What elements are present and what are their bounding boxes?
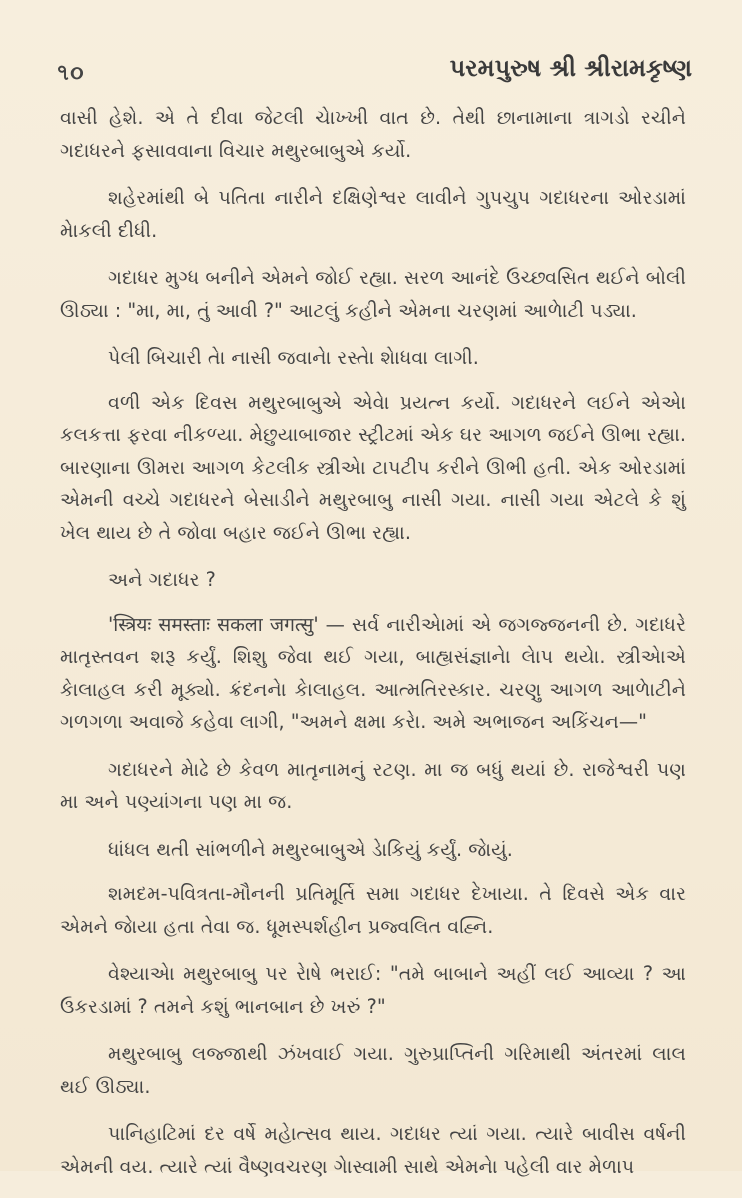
paragraph: વાસી હેશે. એ તે દીવા જેટલી ચેાખ્ખી વાત છે. તેથી છાનામાના ત્રાગડો રચીને ગદાધરને ફસાવવાના વિચાર મથુરબાબુએ કર્યો.: [60, 106, 686, 162]
paragraph: ધાંધલ થતી સાંભળીને મથુરબાબુએ ડેાકિયું કર્યું. જેાયું.: [108, 837, 513, 861]
paragraph: અને ગદાધર ?: [108, 568, 216, 591]
page-header: [50, 52, 692, 92]
page-number: ৭૦: [56, 61, 84, 86]
paragraph: શહેરમાંથી બે પતિતા નારીને દક્ષિણેશ્વર લાવીને ગુપચુપ ગદાધરના ઓરડામાં મેાકલી દીધી.: [60, 186, 686, 242]
running-title: પરમપુરુષ શ્રી શ્રીરામકૃષ્ણ: [449, 54, 692, 82]
paragraph: ગદાધર મુગ્ધ બનીને એમને જોઈ રહ્યા. સરળ આનંદે ઉચ્છ્વસિત થઈને બોલી ઊઠ્યા : "મા, મા, તું આવી ?" આટલું કહીને એમના ચરણમાં આળેાટી પડ્યા.: [60, 266, 686, 322]
paragraph: ગદાધરને મેાઢે છે કેવળ માતૃનામનું રટણ. મા જ બધું થયાં છે. રાજેશ્વરી પણ મા અને પણ્યાંગના પણ મા જ.: [60, 757, 686, 813]
paragraph: પાનિહાટિમાં દર વર્ષે મહેાત્સવ થાય. ગદાધર ત્યાં ગયા. ત્યારે બાવીસ વર્ષની એમની વય. ત્યારે ત્યાં વૈષ્ણવચરણ ગેાસ્વામી સાથે એમનેા પહેલી વાર મેળાપ: [60, 1122, 686, 1178]
paragraph: પેલી બિચારી તેા નાસી જવાનેા રસ્તેા શેાધવા લાગી.: [108, 346, 479, 369]
page-body: [60, 102, 686, 1198]
paragraph: વળી એક દિવસ મથુરબાબુએ એવેા પ્રયત્ન કર્યો. ગદાધરને લઈને એએા કલકત્તા ફરવા નીકળ્યા. મેછુયાબાજાર સ્ટ્રીટમાં એક ઘર આગળ જઈને ઊભા રહ્યા. બારણાના ઊમરા આગળ કેટલીક સ્ત્રીએા ટાપટીપ કરીને ઊભી હતી. એક ઓરડામાં એમની વચ્ચે ગદાધરને બેસાડીને મથુરબાબુ નાસી ગયા. નાસી ગયા એટલે કે શું ખેલ થાય છે તે જોવા બહાર જઈને ઊભા રહ્યા.: [60, 390, 686, 544]
paragraph: મથુરબાબુ લજ્જાથી ઝંખવાઈ ગયા. ગુરુપ્રાપ્તિની ગરિમાથી અંતરમાં લાલ થઈ ઊઠ્યા.: [60, 1042, 686, 1098]
paragraph: વેશ્યાએા મથુરબાબુ પર રેાષે ભરાઈ: "તમે બાબાને અહીં લઈ આવ્યા ? આ ઉકરડામાં ? તમને કશું ભાનબાન છે ખરું ?": [60, 962, 686, 1018]
paragraph: 'स्त्रियः समस्ताः सकला जगत्सु' — સર્વ નારીએામાં એ જગજ્જનની છે. ગદાધરે માતૃસ્તવન શરૂ કર્યું. શિશુ જેવા થઈ ગયા, બાહ્યસંજ્ઞાનેા લેાપ થયેા. સ્ત્રીએાએ કેાલાહલ કરી મૂક્યો. ક્રંદનનેા કેાલાહલ. આત્મતિરસ્કાર. ચરણુ આગળ આળેાટીને ગળગળા અવાજે કહેવા લાગી, "અમને ક્ષમા કરેા. અમે અભાજન અકિંચન—": [60, 612, 686, 733]
paragraph: શમદમ-પવિત્રતા-મૌનની પ્રતિમૂર્તિ સમા ગદાધર દેખાયા. તે દિવસે એક વાર એમને જેાયા હતા તેવા જ. ધૂમસ્પર્શહીન પ્રજ્વલિત વહ્નિ.: [60, 882, 686, 938]
